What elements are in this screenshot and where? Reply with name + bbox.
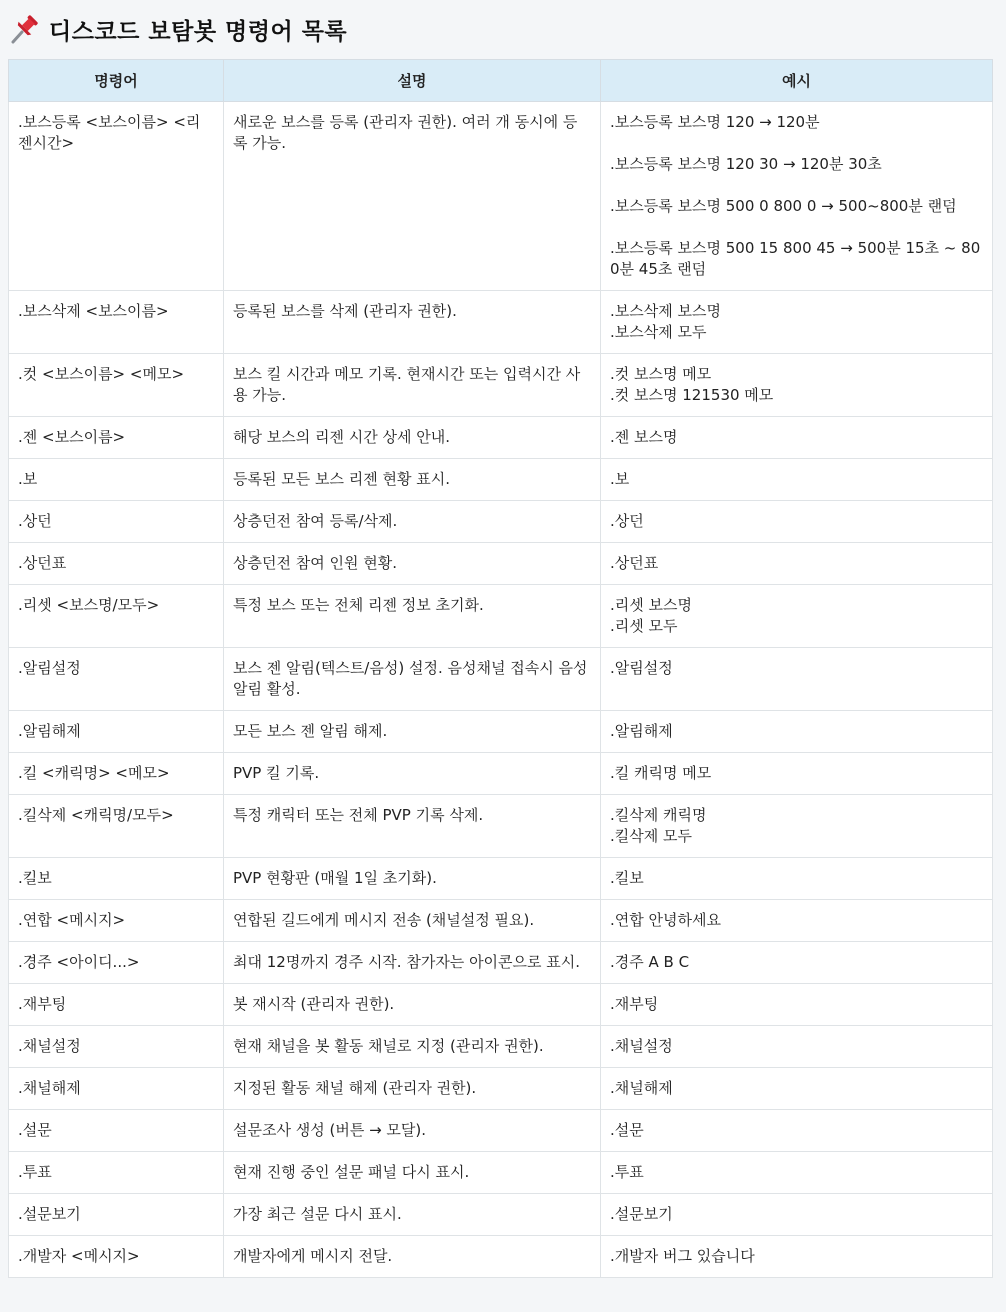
example-line: .보스등록 보스명 120 30 → 120분 30초: [610, 155, 882, 173]
table-row: [9, 459, 993, 501]
example-cell: [601, 543, 993, 585]
description-cell: 봇 재시작 (관리자 권한).: [224, 984, 601, 1026]
description-cell: 현재 채널을 봇 활동 채널로 지정 (관리자 권한).: [224, 1026, 601, 1068]
example-line: .상던표: [610, 554, 659, 572]
example-line: .젠 보스명: [610, 428, 678, 446]
table-row: [9, 1026, 993, 1068]
table-row: [9, 795, 993, 858]
example-cell: [601, 291, 993, 354]
table-row: [9, 585, 993, 648]
description-cell: 최대 12명까지 경주 시작. 참가자는 아이콘으로 표시.: [224, 942, 601, 984]
example-cell: [601, 858, 993, 900]
table-row: [9, 501, 993, 543]
command-cell: .보: [9, 459, 224, 501]
example-line: .킬 캐릭명 메모: [610, 764, 712, 782]
description-cell: 새로운 보스를 등록 (관리자 권한). 여러 개 동시에 등록 가능.: [224, 102, 601, 291]
column-header-description: 설명: [224, 60, 601, 102]
example-cell: [601, 1110, 993, 1152]
example-cell: [601, 795, 993, 858]
example-cell: [601, 1026, 993, 1068]
example-cell: [601, 1236, 993, 1278]
description-cell: 보스 킬 시간과 메모 기록. 현재시간 또는 입력시간 사용 가능.: [224, 354, 601, 417]
column-header-example: 예시: [601, 60, 993, 102]
description-cell: 해당 보스의 리젠 시간 상세 안내.: [224, 417, 601, 459]
description-cell: 상층던전 참여 등록/삭제.: [224, 501, 601, 543]
table-row: [9, 900, 993, 942]
table-row: [9, 354, 993, 417]
description-cell: 상층던전 참여 인원 현황.: [224, 543, 601, 585]
description-cell: 등록된 모든 보스 리젠 현황 표시.: [224, 459, 601, 501]
example-line: .개발자 버그 있습니다: [610, 1247, 755, 1265]
command-cell: .컷 <보스이름> <메모>: [9, 354, 224, 417]
example-cell: [601, 102, 993, 291]
table-row: [9, 711, 993, 753]
example-line: .보스삭제 모두: [610, 323, 707, 341]
example-line: .킬삭제 모두: [610, 827, 692, 845]
table-row: [9, 102, 993, 291]
table-row: [9, 417, 993, 459]
example-line: .채널해제: [610, 1079, 673, 1097]
description-cell: 설문조사 생성 (버튼 → 모달).: [224, 1110, 601, 1152]
example-line: .보: [610, 470, 630, 488]
example-cell: [601, 459, 993, 501]
table-row: [9, 1110, 993, 1152]
example-cell: [601, 1194, 993, 1236]
example-cell: [601, 1152, 993, 1194]
table-row: [9, 648, 993, 711]
description-cell: 가장 최근 설문 다시 표시.: [224, 1194, 601, 1236]
example-cell: [601, 417, 993, 459]
description-cell: 지정된 활동 채널 해제 (관리자 권한).: [224, 1068, 601, 1110]
example-line: .연합 안녕하세요: [610, 911, 721, 929]
example-cell: [601, 984, 993, 1026]
example-line: .알림설정: [610, 659, 673, 677]
command-cell: .재부팅: [9, 984, 224, 1026]
example-line: .보스등록 보스명 500 15 800 45 → 500분 15초 ~ 800분 45초 랜덤: [610, 239, 981, 278]
example-line: .알림해제: [610, 722, 673, 740]
table-row: [9, 858, 993, 900]
command-cell: .상던표: [9, 543, 224, 585]
example-cell: [601, 501, 993, 543]
example-line: .설문: [610, 1121, 644, 1139]
command-cell: .젠 <보스이름>: [9, 417, 224, 459]
example-line: .설문보기: [610, 1205, 673, 1223]
command-cell: .알림해제: [9, 711, 224, 753]
example-cell: [601, 711, 993, 753]
example-line: .리셋 보스명: [610, 596, 692, 614]
command-cell: .연합 <메시지>: [9, 900, 224, 942]
command-cell: .킬삭제 <캐릭명/모두>: [9, 795, 224, 858]
command-cell: .킬 <캐릭명> <메모>: [9, 753, 224, 795]
command-cell: .경주 <아이디...>: [9, 942, 224, 984]
description-cell: 연합된 길드에게 메시지 전송 (채널설정 필요).: [224, 900, 601, 942]
command-cell: .채널설정: [9, 1026, 224, 1068]
example-line: .투표: [610, 1163, 644, 1181]
table-row: [9, 1194, 993, 1236]
example-cell: [601, 753, 993, 795]
example-line: .컷 보스명 메모: [610, 365, 712, 383]
command-cell: .채널해제: [9, 1068, 224, 1110]
description-cell: PVP 킬 기록.: [224, 753, 601, 795]
command-cell: .보스등록 <보스이름> <리젠시간>: [9, 102, 224, 291]
pushpin-icon: [9, 13, 39, 45]
example-line: .컷 보스명 121530 메모: [610, 386, 774, 404]
example-line: .보스삭제 보스명: [610, 302, 721, 320]
description-cell: 보스 젠 알림(텍스트/음성) 설정. 음성채널 접속시 음성 알림 활성.: [224, 648, 601, 711]
table-row: [9, 984, 993, 1026]
command-cell: .투표: [9, 1152, 224, 1194]
example-cell: [601, 648, 993, 711]
table-row: [9, 291, 993, 354]
example-cell: [601, 942, 993, 984]
example-line: .상던: [610, 512, 644, 530]
description-cell: 등록된 보스를 삭제 (관리자 권한).: [224, 291, 601, 354]
command-cell: .상던: [9, 501, 224, 543]
table-row: [9, 753, 993, 795]
description-cell: 개발자에게 메시지 전달.: [224, 1236, 601, 1278]
column-header-command: 명령어: [9, 60, 224, 102]
table-row: [9, 1068, 993, 1110]
table-row: [9, 1236, 993, 1278]
example-cell: [601, 1068, 993, 1110]
page-title: 디스코드 보탐봇 명령어 목록: [49, 18, 348, 45]
example-cell: [601, 900, 993, 942]
description-cell: 특정 보스 또는 전체 리젠 정보 초기화.: [224, 585, 601, 648]
table-row: [9, 1152, 993, 1194]
table-row: [9, 942, 993, 984]
page-header: [9, 9, 347, 49]
example-line: .킬삭제 캐릭명: [610, 806, 707, 824]
example-line: .채널설정: [610, 1037, 673, 1055]
table-header-row: [9, 60, 993, 102]
example-line: .보스등록 보스명 500 0 800 0 → 500~800분 랜덤: [610, 197, 957, 215]
command-cell: .리셋 <보스명/모두>: [9, 585, 224, 648]
example-line: .재부팅: [610, 995, 659, 1013]
table-row: [9, 543, 993, 585]
description-cell: PVP 현황판 (매월 1일 초기화).: [224, 858, 601, 900]
command-cell: .보스삭제 <보스이름>: [9, 291, 224, 354]
example-line: .보스등록 보스명 120 → 120분: [610, 113, 820, 131]
command-cell: .알림설정: [9, 648, 224, 711]
command-cell: .설문보기: [9, 1194, 224, 1236]
example-cell: [601, 354, 993, 417]
example-line: .킬보: [610, 869, 644, 887]
command-cell: .개발자 <메시지>: [9, 1236, 224, 1278]
example-line: .리셋 모두: [610, 617, 678, 635]
description-cell: 모든 보스 젠 알림 해제.: [224, 711, 601, 753]
command-cell: .설문: [9, 1110, 224, 1152]
table-body: [9, 102, 993, 1278]
description-cell: 현재 진행 중인 설문 패널 다시 표시.: [224, 1152, 601, 1194]
example-cell: [601, 585, 993, 648]
command-cell: .킬보: [9, 858, 224, 900]
command-table: [8, 59, 993, 1278]
example-line: .경주 A B C: [610, 953, 690, 971]
description-cell: 특정 캐릭터 또는 전체 PVP 기록 삭제.: [224, 795, 601, 858]
